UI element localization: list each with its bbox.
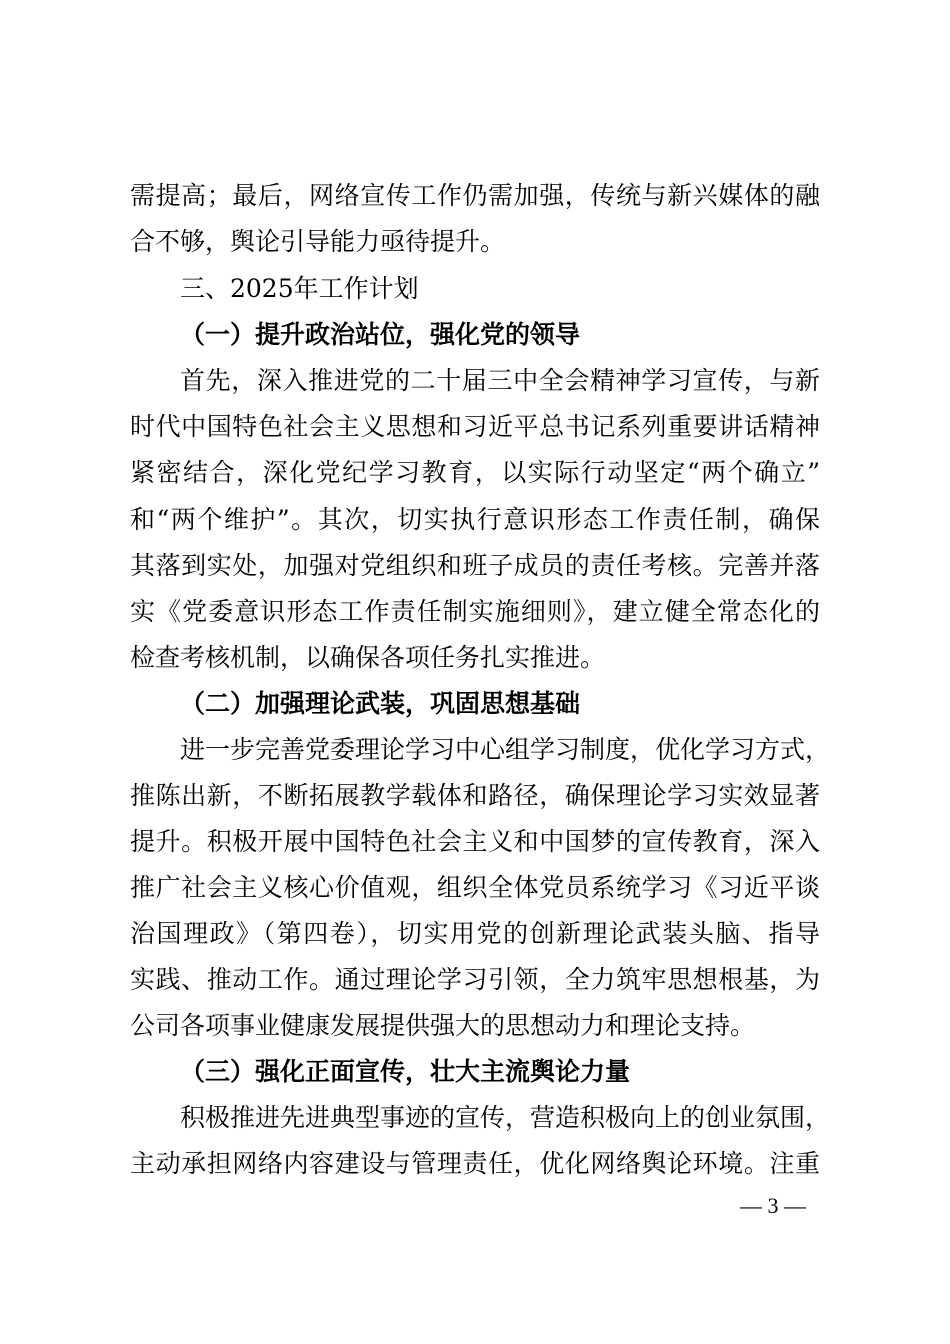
body-text-line: 积极推进先进典型事迹的宣传，营造积极向上的创业氛围， bbox=[180, 1103, 831, 1132]
body-text-line: 治国理政》（第四卷），切实用党的创新理论武装头脑、指导 bbox=[130, 919, 820, 948]
body-text-line: 主动承担网络内容建设与管理责任，优化网络舆论环境。注重 bbox=[130, 1149, 820, 1178]
body-text-line: 推广社会主义核心价值观，组织全体党员系统学习《习近平谈 bbox=[130, 873, 820, 902]
body-text-line: 进一步完善党委理论学习中心组学习制度，优化学习方式， bbox=[180, 735, 831, 764]
body-text-line: 和“两个维护”。其次，切实执行意识形态工作责任制，确保 bbox=[130, 505, 820, 534]
body-text-line: 首先，深入推进党的二十届三中全会精神学习宣传，与新 bbox=[180, 366, 820, 395]
body-text-line: 实践、推动工作。通过理论学习引领，全力筑牢思想根基，为 bbox=[130, 965, 820, 994]
body-text-line: 时代中国特色社会主义思想和习近平总书记系列重要讲话精神 bbox=[130, 412, 820, 441]
subsection-heading: （二）加强理论武装，巩固思想基础 bbox=[180, 689, 581, 718]
body-text-line: 紧密结合，深化党纪学习教育，以实际行动坚定“两个确立” bbox=[130, 458, 820, 487]
body-text-line: 实《党委意识形态工作责任制实施细则》，建立健全常态化的 bbox=[130, 597, 820, 626]
section-title: 三、2025年工作计划 bbox=[180, 274, 419, 303]
body-text-line: 合不够，舆论引导能力亟待提升。 bbox=[130, 227, 506, 256]
body-text-line: 推陈出新，不断拓展教学载体和路径，确保理论学习实效显著 bbox=[130, 781, 820, 810]
subsection-heading: （一）提升政治站位，强化党的领导 bbox=[180, 320, 581, 349]
body-text-line: 提升。积极开展中国特色社会主义和中国梦的宣传教育，深入 bbox=[130, 827, 820, 856]
subsection-heading: （三）强化正面宣传，壮大主流舆论力量 bbox=[180, 1057, 631, 1086]
body-text-line: 检查考核机制，以确保各项任务扎实推进。 bbox=[130, 643, 606, 672]
body-text-line: 其落到实处，加强对党组织和班子成员的责任考核。完善并落 bbox=[130, 551, 820, 580]
page-number: — 3 — bbox=[740, 1193, 806, 1218]
body-text-line: 需提高；最后，网络宣传工作仍需加强，传统与新兴媒体的融 bbox=[130, 181, 820, 210]
body-text-line: 公司各项事业健康发展提供强大的思想动力和理论支持。 bbox=[130, 1011, 756, 1040]
